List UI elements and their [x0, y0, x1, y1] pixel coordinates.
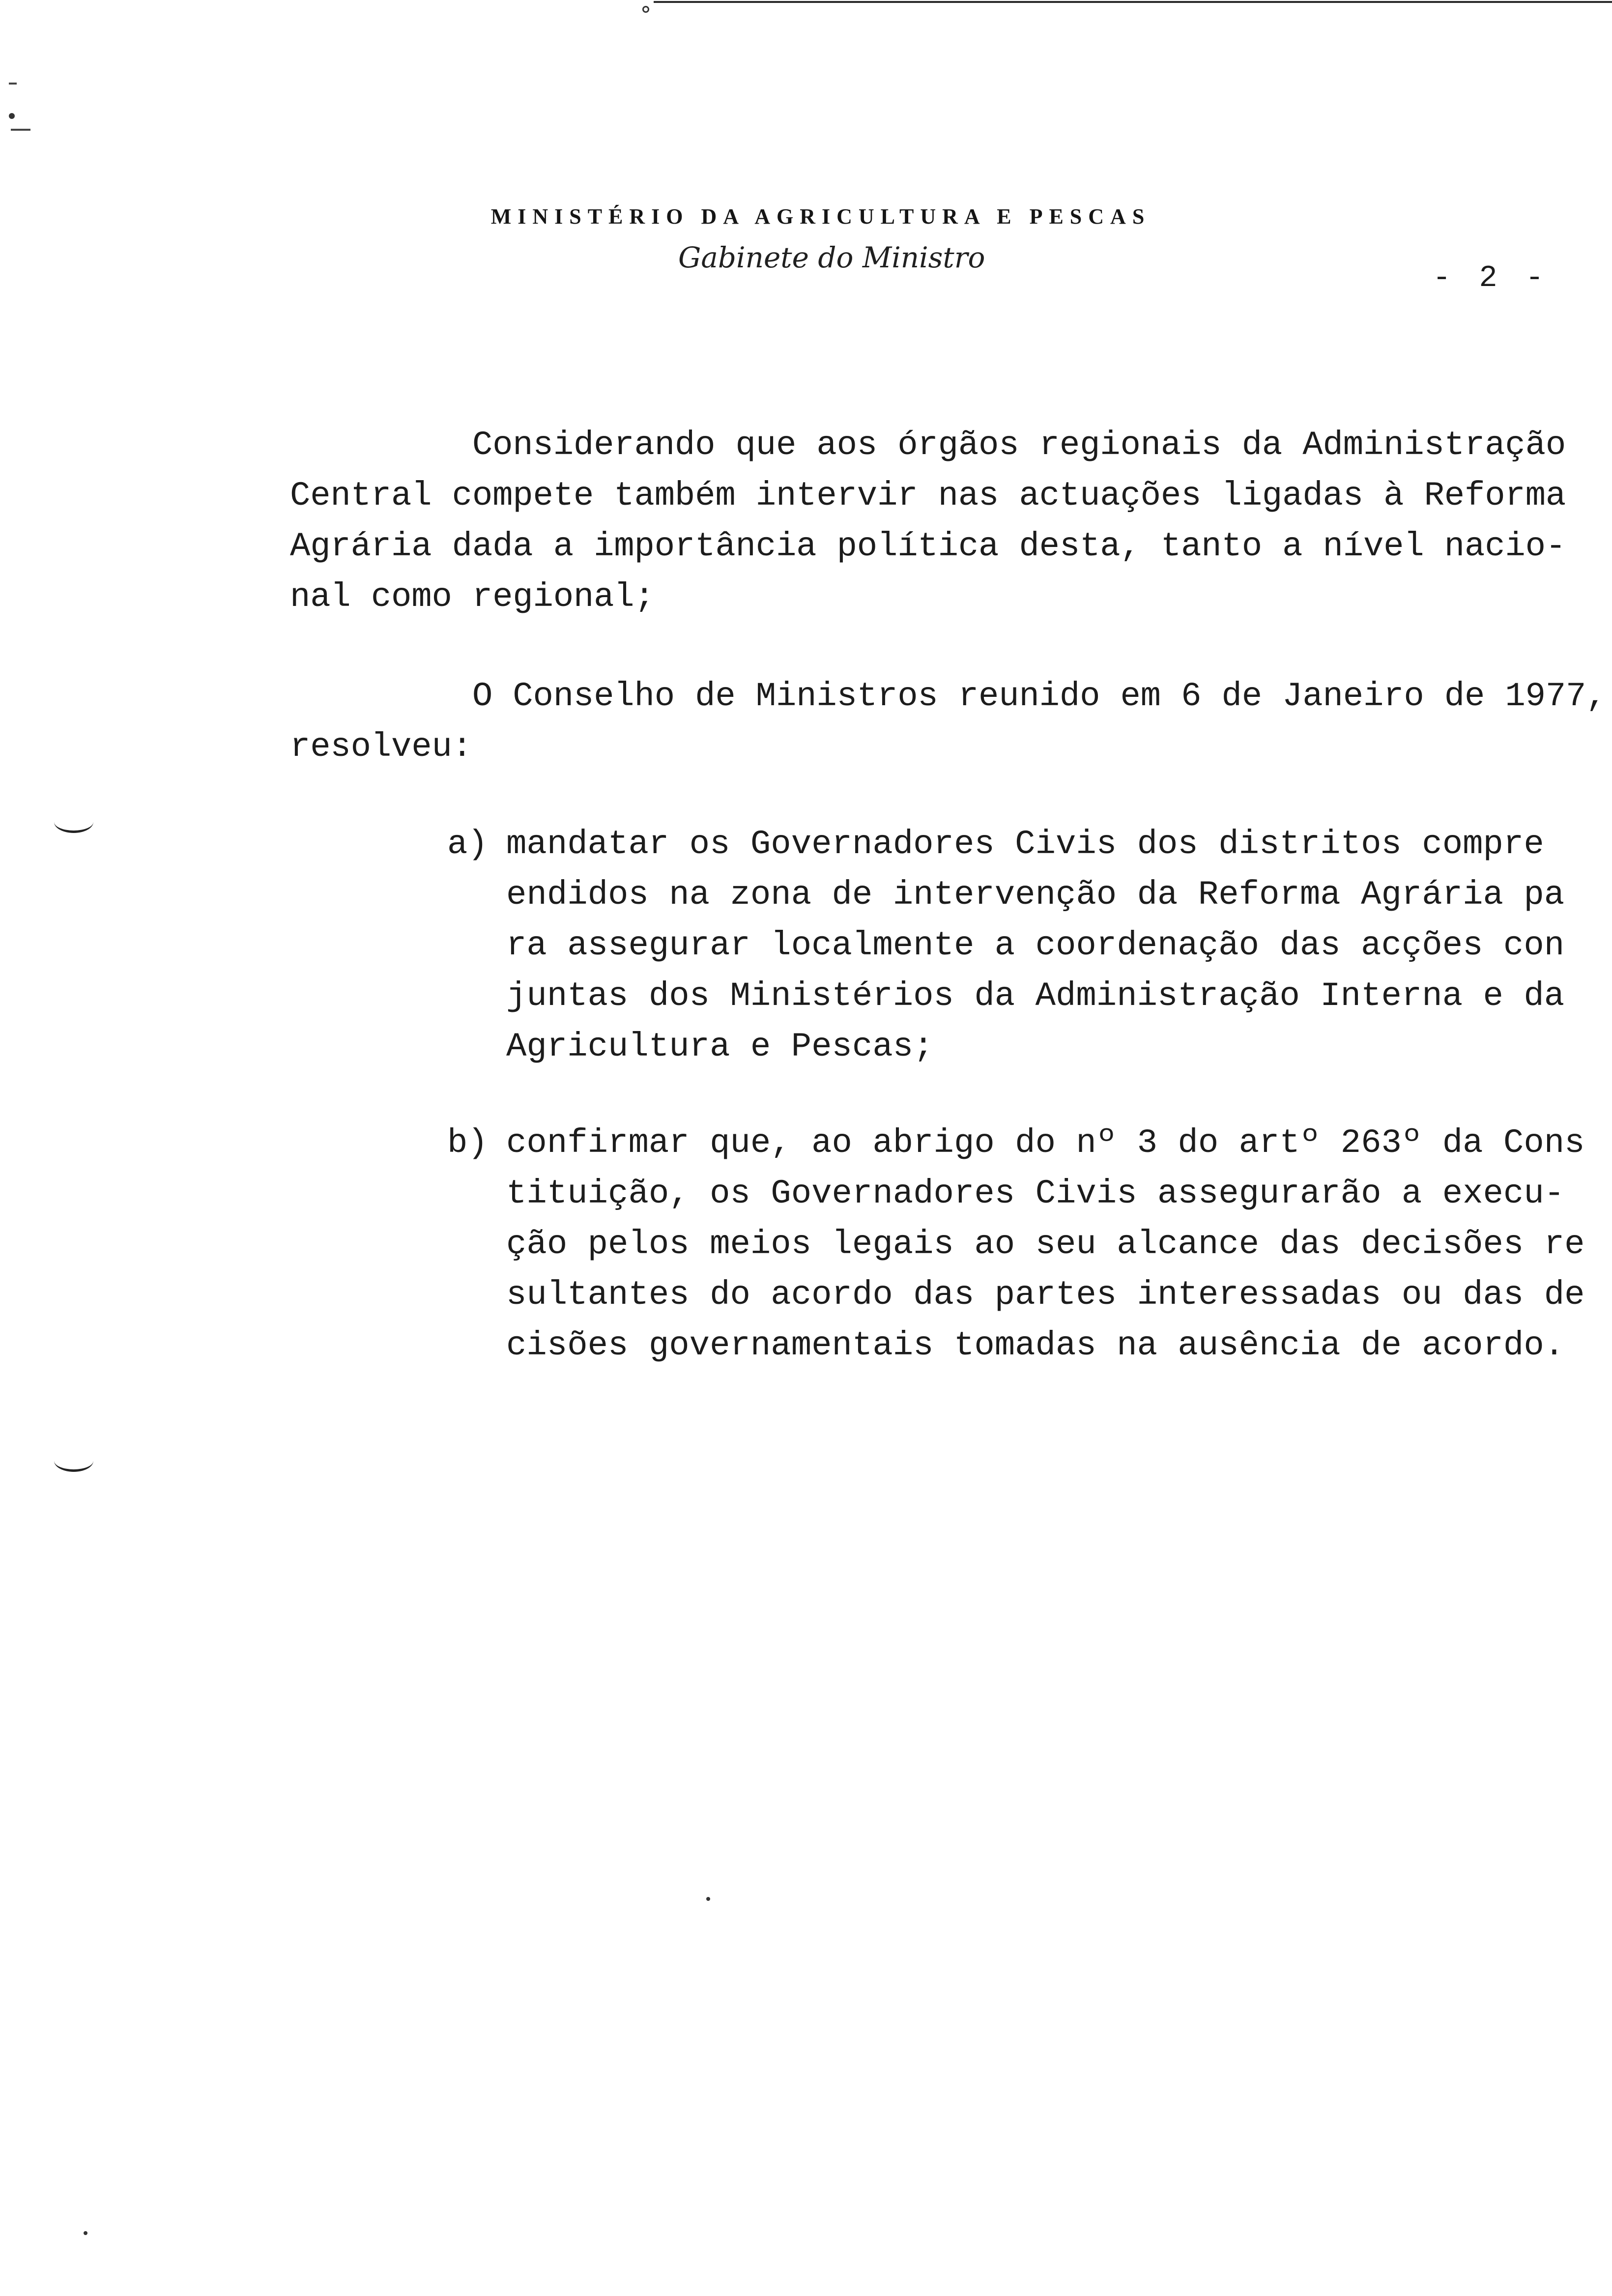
text-line: Considerando que aos órgãos regionais da Administração [290, 426, 1566, 464]
text-line: Agricultura e Pescas; [506, 1028, 934, 1066]
text-line: juntas dos Ministérios da Administração Interna e da [506, 977, 1565, 1015]
page-number: - 2 - [1433, 260, 1549, 295]
top-rule [654, 1, 1612, 3]
item-marker: a) [447, 825, 488, 863]
text-line: O Conselho de Ministros reunido em 6 de Janeiro de 1977, [290, 677, 1607, 716]
text-line: ra assegurar localmente a coordenação das acções con [506, 926, 1565, 965]
text-line: nal como regional; [290, 578, 655, 616]
text-line: endidos na zona de intervenção da Reforma Agrária pa [506, 876, 1565, 914]
hole-punch-mark [642, 6, 649, 13]
cabinet-heading: Gabinete do Ministro [678, 241, 985, 274]
item-text [506, 819, 1564, 1072]
margin-mark [54, 811, 93, 833]
text-line: Central compete também intervir nas actuações ligadas à Reforma [290, 477, 1566, 515]
speck [706, 1897, 710, 1901]
text-line: confirmar que, ao abrigo do nº 3 do artº 263º da Cons [506, 1124, 1585, 1162]
margin-mark [9, 113, 15, 119]
paragraph-considerando [290, 420, 1566, 623]
item-text [506, 1118, 1585, 1371]
paragraph-conselho [290, 671, 1606, 773]
margin-mark [11, 129, 30, 131]
text-line: ção pelos meios legais ao seu alcance das decisões re [506, 1225, 1585, 1263]
margin-mark [54, 1450, 93, 1472]
text-line: resolveu: [290, 728, 472, 766]
text-line: tituição, os Governadores Civis assegurarão a execu- [506, 1175, 1565, 1213]
text-line: mandatar os Governadores Civis dos distritos compre [506, 825, 1544, 863]
ministry-heading: MINISTÉRIO DA AGRICULTURA E PESCAS [490, 204, 1151, 229]
text-line: Agrária dada a importância política desta, tanto a nível nacio- [290, 527, 1566, 566]
item-marker: b) [447, 1124, 488, 1162]
text-line: cisões governamentais tomadas na ausência de acordo. [506, 1326, 1565, 1365]
speck [84, 2231, 87, 2235]
text-line: sultantes do acordo das partes interessadas ou das de [506, 1276, 1585, 1314]
margin-mark [9, 83, 17, 85]
